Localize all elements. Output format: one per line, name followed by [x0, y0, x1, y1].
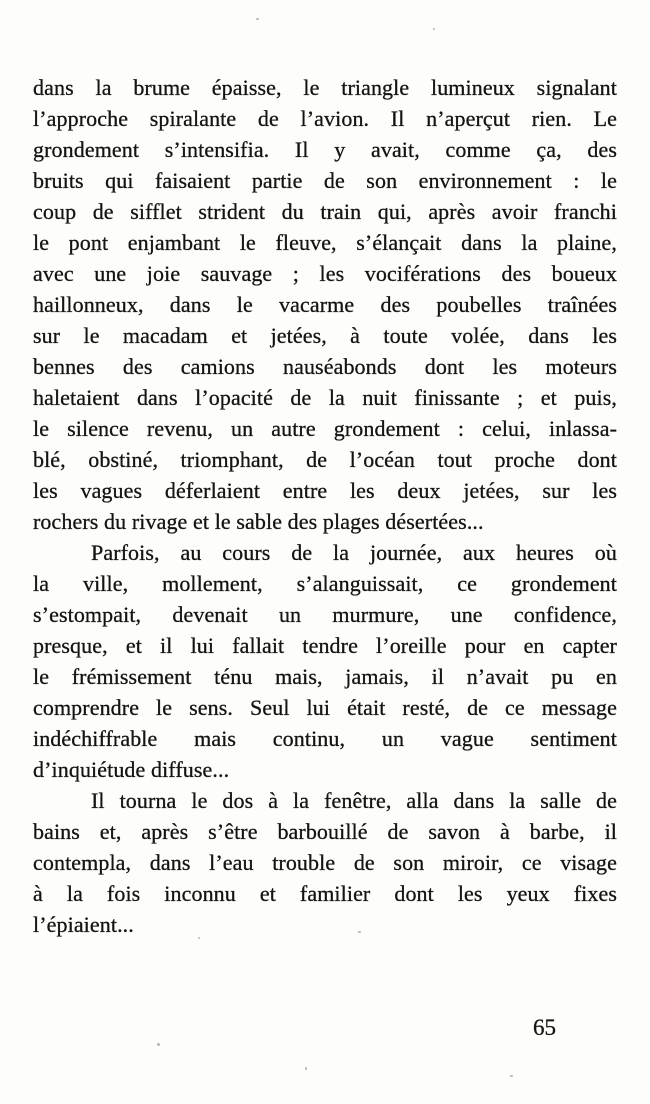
text-line: grondement s’intensifia. Il y avait, comme ça, des: [33, 137, 617, 162]
text-line: sur le macadam et jetées, à toute volée, dans les: [33, 323, 617, 348]
text-line: coup de sifflet strident du train qui, après avoir franchi: [33, 199, 617, 224]
text-line: bains et, après s’être barbouillé de savon à barbe, il: [33, 819, 617, 844]
text-line: dans la brume épaisse, le triangle lumineux signalant: [33, 75, 617, 100]
scan-speck: [157, 1043, 160, 1046]
text-line: haillonneux, dans le vacarme des poubelles traînées: [33, 292, 617, 317]
text-line: blé, obstiné, triomphant, de l’océan tout proche dont: [33, 447, 617, 472]
text-line: le frémissement ténu mais, jamais, il n’avait pu en: [33, 664, 617, 689]
scan-speck: [256, 18, 259, 20]
text-line: l’épiaient...: [33, 912, 134, 937]
text-line: haletaient dans l’opacité de la nuit finissante ; et puis,: [33, 385, 617, 410]
text-line: le silence revenu, un autre grondement : celui, inlassa-: [33, 416, 617, 441]
paragraph: [33, 72, 617, 537]
scan-speck: [305, 1067, 307, 1070]
text-line: s’estompait, devenait un murmure, une confidence,: [33, 602, 617, 627]
text-line: bennes des camions nauséabonds dont les moteurs: [33, 354, 617, 379]
text-line: indéchiffrable mais continu, un vague sentiment: [33, 726, 617, 751]
text-line: à la fois inconnu et familier dont les yeux fixes: [33, 881, 617, 906]
paragraph: [33, 537, 617, 785]
text-line: les vagues déferlaient entre les deux jetées, sur les: [33, 478, 617, 503]
text-line: comprendre le sens. Seul lui était resté, de ce message: [33, 695, 617, 720]
text-line: presque, et il lui fallait tendre l’oreille pour en capter: [33, 633, 617, 658]
text-line: Il tourna le dos à la fenêtre, alla dans la salle de: [91, 788, 617, 813]
scan-speck: [358, 931, 361, 933]
text-line: contempla, dans l’eau trouble de son miroir, ce visage: [33, 850, 617, 875]
text-line: l’approche spiralante de l’avion. Il n’aperçut rien. Le: [33, 106, 617, 131]
page-number: 65: [533, 1015, 556, 1040]
text-line: Parfois, au cours de la journée, aux heures où: [91, 540, 617, 565]
text-block: [33, 72, 617, 940]
text-line: d’inquiétude diffuse...: [33, 757, 230, 782]
scan-speck: [433, 28, 435, 30]
scan-speck: [510, 1075, 513, 1077]
paragraph: [33, 785, 617, 940]
scan-speck: [198, 937, 200, 939]
text-line: le pont enjambant le fleuve, s’élançait dans la plaine,: [33, 230, 617, 255]
text-line: rochers du rivage et le sable des plages désertées...: [33, 509, 484, 534]
text-line: la ville, mollement, s’alanguissait, ce grondement: [33, 571, 617, 596]
text-line: bruits qui faisaient partie de son environnement : le: [33, 168, 617, 193]
text-line: avec une joie sauvage ; les vociférations des boueux: [33, 261, 617, 286]
